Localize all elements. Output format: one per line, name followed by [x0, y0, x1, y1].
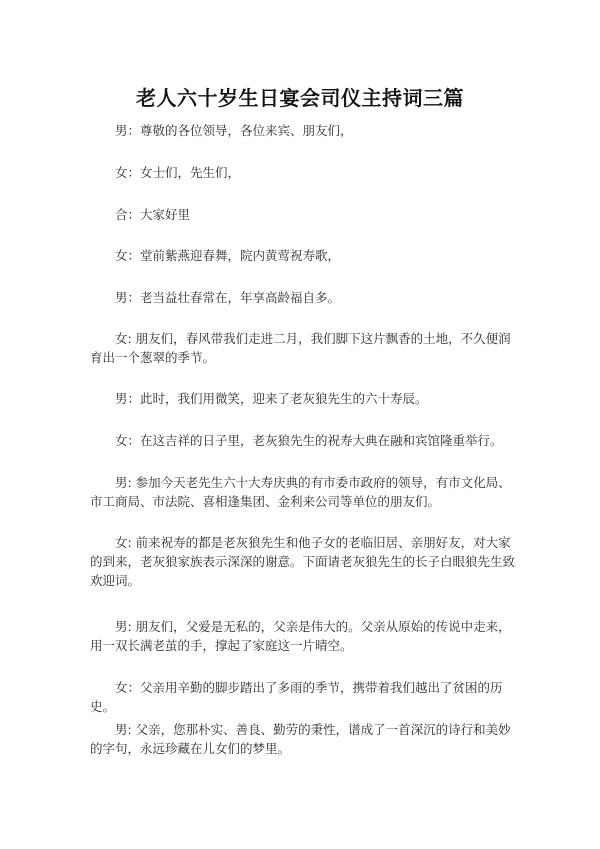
paragraph-13: 男: 父亲，您那朴实、善良、勤劳的秉性，谱成了一首深沉的诗行和美妙的字句，永远珍藏在儿女们的梦里。	[90, 722, 511, 756]
paragraph-1: 男：尊敬的各位领导，各位来宾、朋友们，	[115, 123, 353, 138]
paragraph-2: 女：女士们，先生们，	[115, 165, 241, 180]
paragraph-11: 男: 朋友们，父爱是无私的，父亲是伟大的。父亲从原始的传说中走来，用一双长满老茧的手，撑起了家庭这一片晴空。	[90, 619, 511, 653]
paragraph-5: 男：老当益壮春常在，年享高龄福自多。	[115, 290, 341, 305]
paragraph-7: 男：此时，我们用微笑，迎来了老灰狼先生的六十寿辰。	[115, 391, 428, 406]
document-title: 老人六十岁生日宴会司仪主持词三篇	[136, 86, 464, 110]
paragraph-12: 女：父亲用辛勤的脚步踏出了多雨的季节，携带着我们越出了贫困的历史。	[90, 680, 503, 714]
paragraph-4: 女：堂前紫燕迎春舞，院内黄莺祝寿歌，	[115, 248, 341, 263]
paragraph-3: 合：大家好里	[115, 207, 191, 222]
paragraph-8: 女：在这吉祥的日子里，老灰狼先生的祝寿大典在融和宾馆隆重举行。	[115, 433, 503, 448]
paragraph-10: 女: 前来祝寿的都是老灰狼先生和他子女的老临旧居、亲朋好友，对大家的到来，老灰狼家族表示深深的谢意。下面请老灰狼先生的长子白眼狼先生致欢迎词。	[90, 535, 516, 588]
paragraph-9: 男: 参加今天老先生六十大寿庆典的有市委市政府的领导，有市文化局、市工商局、市法院、喜相逢集团、金利来公司等单位的朋友们。	[90, 475, 511, 509]
paragraph-6: 女: 朋友们，春风带我们走进二月，我们脚下这片飘香的土地，不久便润育出一个葱翠的季节。	[90, 331, 511, 365]
